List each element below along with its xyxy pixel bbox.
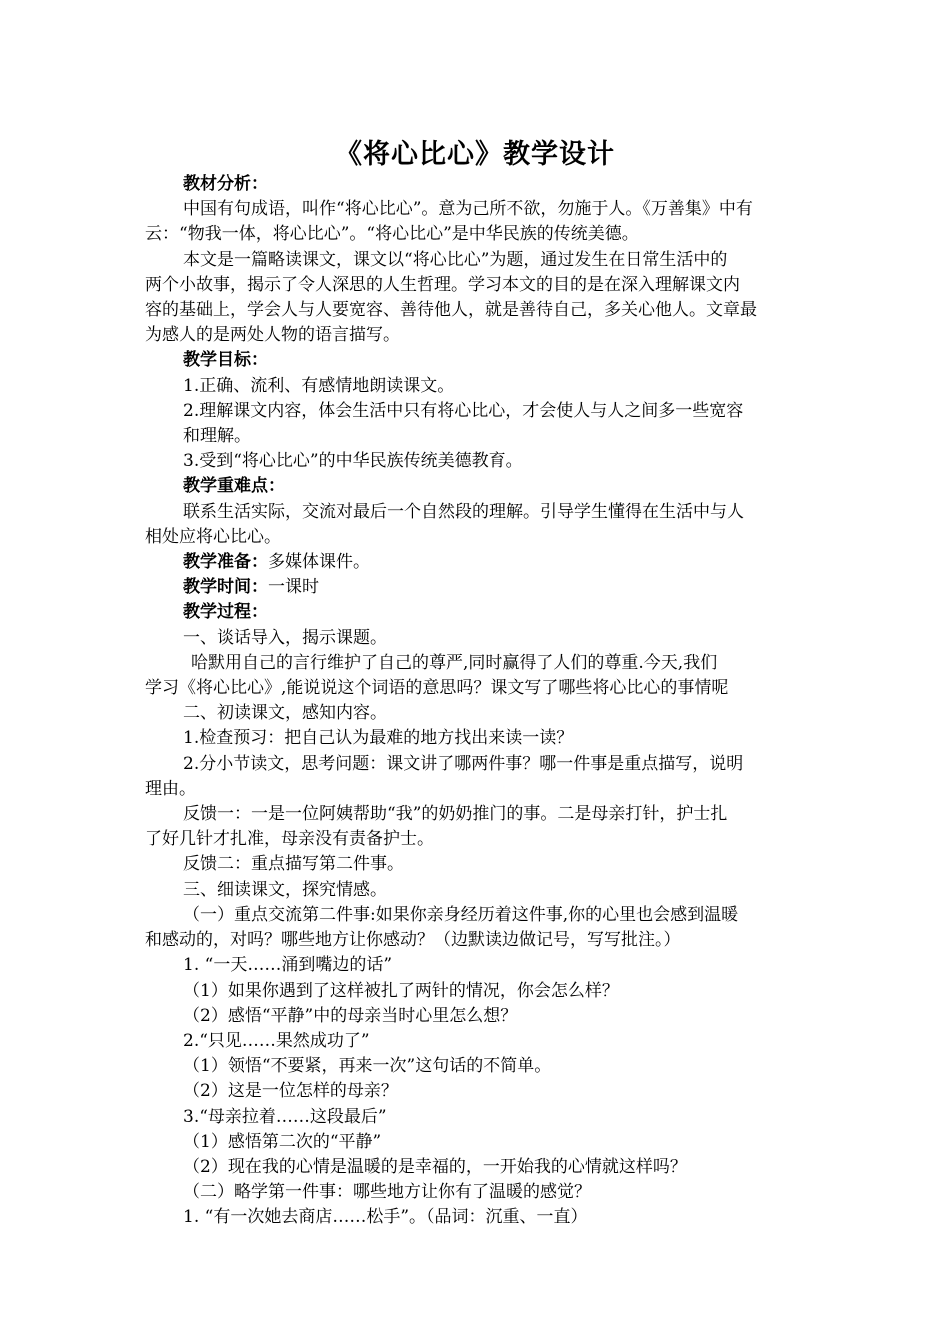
paragraph-line: 和感动的，对吗？哪些地方让你感动？（边默读边做记号，写写批注。） bbox=[145, 930, 681, 951]
section-value: 一课时 bbox=[268, 577, 319, 598]
list-item-continuation: 和理解。 bbox=[183, 426, 251, 447]
document-body bbox=[145, 172, 813, 1231]
list-item: 3.受到“将心比心”的中华民族传统美德教育。 bbox=[183, 451, 523, 472]
section-heading: 教学目标： bbox=[183, 350, 268, 371]
sub-list-item: （1）感悟第二次的“平静” bbox=[183, 1131, 382, 1152]
sub-list-item: （2）现在我的心情是温暖的是幸福的，一开始我的心情就这样吗？ bbox=[183, 1156, 687, 1177]
paragraph-line: 两个小故事，揭示了令人深思的人生哲理。学习本文的目的是在深入理解课文内 bbox=[145, 274, 740, 295]
list-item: 2.“只见……果然成功了” bbox=[183, 1030, 370, 1051]
paragraph-line: 学习《将心比心》,能说说这个词语的意思吗？课文写了哪些将心比心的事情呢 bbox=[145, 678, 729, 699]
list-item: 2.分小节读文，思考问题：课文讲了哪两件事？哪一件事是重点描写，说明 bbox=[183, 753, 744, 774]
paragraph-line: 哈默用自己的言行维护了自己的尊严,同时赢得了人们的尊重.今天,我们 bbox=[191, 652, 718, 673]
step-heading: 一、谈话导入，揭示课题。 bbox=[183, 627, 387, 648]
labeled-line bbox=[145, 575, 813, 600]
list-item: 3.“母亲拉着……这段最后” bbox=[183, 1106, 387, 1127]
sub-list-item: （1）领悟“不要紧，再来一次”这句话的不简单。 bbox=[183, 1056, 552, 1077]
list-item: 1. “一天……涌到嘴边的话” bbox=[183, 955, 393, 976]
paragraph-line: 本文是一篇略读课文，课文以“将心比心”为题，通过发生在日常生活中的 bbox=[183, 249, 728, 270]
section-value: 多媒体课件。 bbox=[268, 552, 370, 573]
list-item-continuation: 理由。 bbox=[145, 778, 196, 799]
section-heading: 教材分析： bbox=[183, 174, 268, 194]
paragraph-line: 反馈一：一是一位阿姨帮助“我”的奶奶推门的事。二是母亲打针，护士扎 bbox=[183, 804, 728, 825]
sub-list-item: （2）感悟“平静”中的母亲当时心里怎么想？ bbox=[183, 1005, 518, 1026]
section-heading: 教学重难点： bbox=[183, 476, 285, 497]
paragraph-line: （二）略学第一件事：哪些地方让你有了温暖的感觉？ bbox=[183, 1182, 591, 1203]
paragraph-line: 反馈二：重点描写第二件事。 bbox=[183, 854, 404, 875]
paragraph-line: （一）重点交流第二件事:如果你亲身经历着这件事,你的心里也会感到温暖 bbox=[183, 904, 739, 925]
paragraph-line: 云：“物我一体，将心比心”。“将心比心”是中华民族的传统美德。 bbox=[145, 224, 639, 245]
paragraph-line: 联系生活实际，交流对最后一个自然段的理解。引导学生懂得在生活中与人 bbox=[183, 501, 744, 522]
sub-list-item: （1）如果你遇到了这样被扎了两针的情况，你会怎么样？ bbox=[183, 980, 619, 1001]
paragraph-line: 中国有句成语，叫作“将心比心”。意为己所不欲，勿施于人。《万善集》中有 bbox=[183, 199, 753, 220]
paragraph-line: 相处应将心比心。 bbox=[145, 526, 281, 547]
list-item: 2.理解课文内容，体会生活中只有将心比心，才会使人与人之间多一些宽容 bbox=[183, 400, 744, 421]
paragraph-line: 了好几针才扎准，母亲没有责备护士。 bbox=[145, 829, 434, 850]
list-item: 1.正确、流利、有感情地朗读课文。 bbox=[183, 375, 455, 396]
section-label: 教学准备： bbox=[183, 552, 268, 573]
section-label: 教学时间： bbox=[183, 577, 268, 598]
labeled-line bbox=[145, 550, 813, 575]
sub-list-item: （2）这是一位怎样的母亲？ bbox=[183, 1081, 398, 1102]
step-heading: 二、初读课文，感知内容。 bbox=[183, 703, 387, 724]
page-title: 《将心比心》教学设计 bbox=[335, 139, 615, 170]
paragraph-line: 为感人的是两处人物的语言描写。 bbox=[145, 325, 400, 346]
paragraph-line: 容的基础上，学会人与人要宽容、善待他人，就是善待自己，多关心他人。文章最 bbox=[145, 300, 757, 321]
step-heading: 三、细读课文，探究情感。 bbox=[183, 879, 387, 900]
section-heading: 教学过程： bbox=[183, 602, 268, 623]
list-item: 1. “有一次她去商店……松手”。（品词：沉重、一直） bbox=[183, 1207, 588, 1228]
list-item: 1.检查预习：把自己认为最难的地方找出来读一读？ bbox=[183, 728, 574, 749]
